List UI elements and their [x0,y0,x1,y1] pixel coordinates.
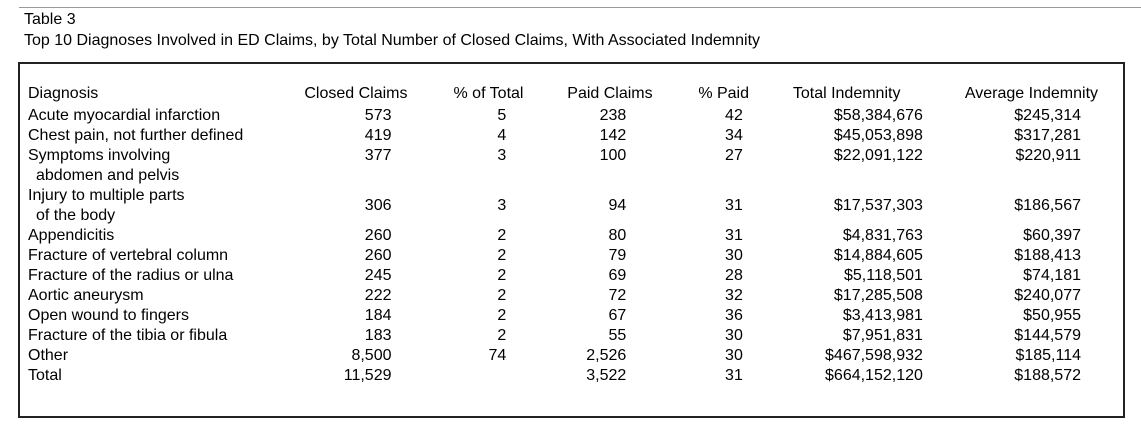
table-row [28,146,1123,186]
cell-average-indemnity: $245,314 [1014,107,1081,124]
cell-paid-claims: 69 [608,267,627,284]
cell-paid-claims: 55 [608,327,627,344]
cell-total-indemnity: $4,831,763 [842,227,923,244]
cell-average-indemnity: $185,114 [1015,347,1081,364]
cell-diagnosis [28,286,280,306]
cell-diagnosis [28,246,280,266]
table-box [18,62,1125,418]
cell-closed-claims: 183 [364,327,392,344]
cell-closed-claims: 8,500 [351,347,392,364]
table-title: Top 10 Diagnoses Involved in ED Claims, by Total Number of Closed Claims, With Associated Indemnity [24,32,761,49]
cell-total-indemnity: $22,091,122 [833,147,923,164]
diagnosis-text: Aortic aneurysm [28,287,144,304]
cell-total-indemnity: $3,413,981 [842,307,923,324]
cell-percent-paid: 28 [725,267,743,284]
cell-average-indemnity: $240,077 [1014,287,1081,304]
cell-diagnosis [28,346,280,366]
diagnosis-text: Chest pain, not further defined [28,127,244,144]
header-total-indemnity: Total Indemnity [792,85,901,102]
cell-diagnosis [28,266,280,286]
table-row [28,226,1123,246]
diagnosis-text: Appendicitis [28,227,115,244]
cell-paid-claims: 79 [608,247,627,264]
cell-average-indemnity: $60,397 [1023,227,1081,244]
cell-percent-of-total: 3 [497,147,507,164]
table-row [28,366,1123,386]
cell-percent-paid: 31 [725,227,743,244]
cell-average-indemnity: $144,579 [1014,327,1081,344]
cell-closed-claims: 306 [364,197,392,214]
cell-diagnosis [28,226,280,246]
diagnosis-text: Acute myocardial infarction [28,107,221,124]
cell-paid-claims: 100 [599,147,627,164]
cell-total-indemnity: $467,598,932 [825,347,923,364]
cell-percent-paid: 32 [725,287,743,304]
cell-percent-paid: 31 [725,367,743,384]
cell-total-indemnity: $5,118,501 [844,267,923,284]
cell-diagnosis [28,306,280,326]
cell-paid-claims: 67 [608,307,627,324]
cell-diagnosis [28,106,280,126]
cell-total-indemnity: $7,951,831 [842,327,923,344]
cell-total-indemnity: $17,285,508 [833,287,923,304]
cell-diagnosis [28,146,280,186]
table-label: Table 3 [24,11,76,28]
cell-total-indemnity: $58,384,676 [833,107,923,124]
cell-closed-claims: 260 [364,247,392,264]
diagnosis-text: Fracture of vertebral column [28,247,229,264]
cell-diagnosis [28,126,280,146]
header-paid-claims: Paid Claims [567,85,653,102]
cell-percent-of-total: 2 [497,247,507,264]
cell-paid-claims: 142 [599,127,627,144]
diagnosis-text: Open wound to fingers [28,307,189,324]
diagnosis-text: Injury to multiple parts [28,187,185,204]
cell-paid-claims: 94 [608,197,627,214]
table-row [28,306,1123,326]
cell-average-indemnity: $188,413 [1014,247,1081,264]
cell-average-indemnity: $186,567 [1014,197,1081,214]
cell-percent-of-total: 2 [497,227,507,244]
cell-percent-paid: 36 [725,307,743,324]
table-row [28,186,1123,226]
cell-percent-paid: 34 [725,127,743,144]
diagnosis-text: Fracture of the tibia or fibula [28,327,228,344]
cell-percent-of-total: 2 [497,267,507,284]
header-average-indemnity: Average Indemnity [964,85,1099,102]
header-diagnosis: Diagnosis [28,85,99,102]
cell-average-indemnity: $50,955 [1023,307,1081,324]
cell-average-indemnity: $317,281 [1014,127,1081,144]
cell-percent-of-total: 4 [497,127,507,144]
table-row [28,106,1123,126]
cell-closed-claims: 245 [364,267,392,284]
cell-closed-claims: 377 [364,147,392,164]
diagnosis-text-continued: of the body [36,207,116,224]
cell-closed-claims: 573 [364,107,392,124]
cell-total-indemnity: $17,537,303 [833,197,923,214]
diagnosis-text: Fracture of the radius or ulna [28,267,234,284]
diagnosis-text: Other [28,347,69,364]
cell-average-indemnity: $74,181 [1023,267,1081,284]
top-rule [19,7,1141,8]
cell-percent-of-total: 5 [497,107,507,124]
cell-paid-claims: 3,522 [586,367,627,384]
cell-diagnosis [28,366,280,386]
diagnosis-text: Total [28,367,62,384]
cell-average-indemnity: $220,911 [1015,147,1081,164]
header-row [28,84,1123,106]
cell-diagnosis [28,326,280,346]
cell-percent-of-total: 74 [488,347,507,364]
cell-percent-of-total [434,366,552,386]
table-row [28,326,1123,346]
cell-closed-claims: 11,529 [343,367,392,384]
cell-percent-of-total: 3 [497,197,507,214]
cell-percent-paid: 31 [725,197,743,214]
diagnoses-table [28,84,1123,386]
table-row [28,246,1123,266]
table-row [28,286,1123,306]
diagnosis-text-continued: abdomen and pelvis [36,167,180,184]
cell-closed-claims: 184 [364,307,392,324]
diagnosis-text: Symptoms involving [28,147,171,164]
cell-closed-claims: 260 [364,227,392,244]
cell-percent-of-total: 2 [497,327,507,344]
table-row [28,346,1123,366]
cell-percent-of-total: 2 [497,287,507,304]
cell-percent-of-total: 2 [497,307,507,324]
cell-paid-claims: 2,526 [586,347,627,364]
cell-total-indemnity: $45,053,898 [833,127,923,144]
header-closed-claims: Closed Claims [304,85,408,102]
cell-diagnosis [28,186,280,226]
table-row [28,126,1123,146]
header-percent-paid: % Paid [698,85,750,102]
cell-percent-paid: 27 [725,147,743,164]
cell-total-indemnity: $14,884,605 [833,247,923,264]
table-row [28,266,1123,286]
header-percent-of-total: % of Total [453,85,524,102]
cell-paid-claims: 238 [599,107,627,124]
cell-total-indemnity: $664,152,120 [825,367,923,384]
cell-percent-paid: 42 [725,107,743,124]
cell-percent-paid: 30 [725,247,743,264]
cell-average-indemnity: $188,572 [1014,367,1081,384]
cell-closed-claims: 419 [364,127,392,144]
cell-paid-claims: 72 [608,287,627,304]
cell-closed-claims: 222 [364,287,392,304]
cell-percent-paid: 30 [725,327,743,344]
cell-paid-claims: 80 [608,227,627,244]
cell-percent-paid: 30 [725,347,743,364]
